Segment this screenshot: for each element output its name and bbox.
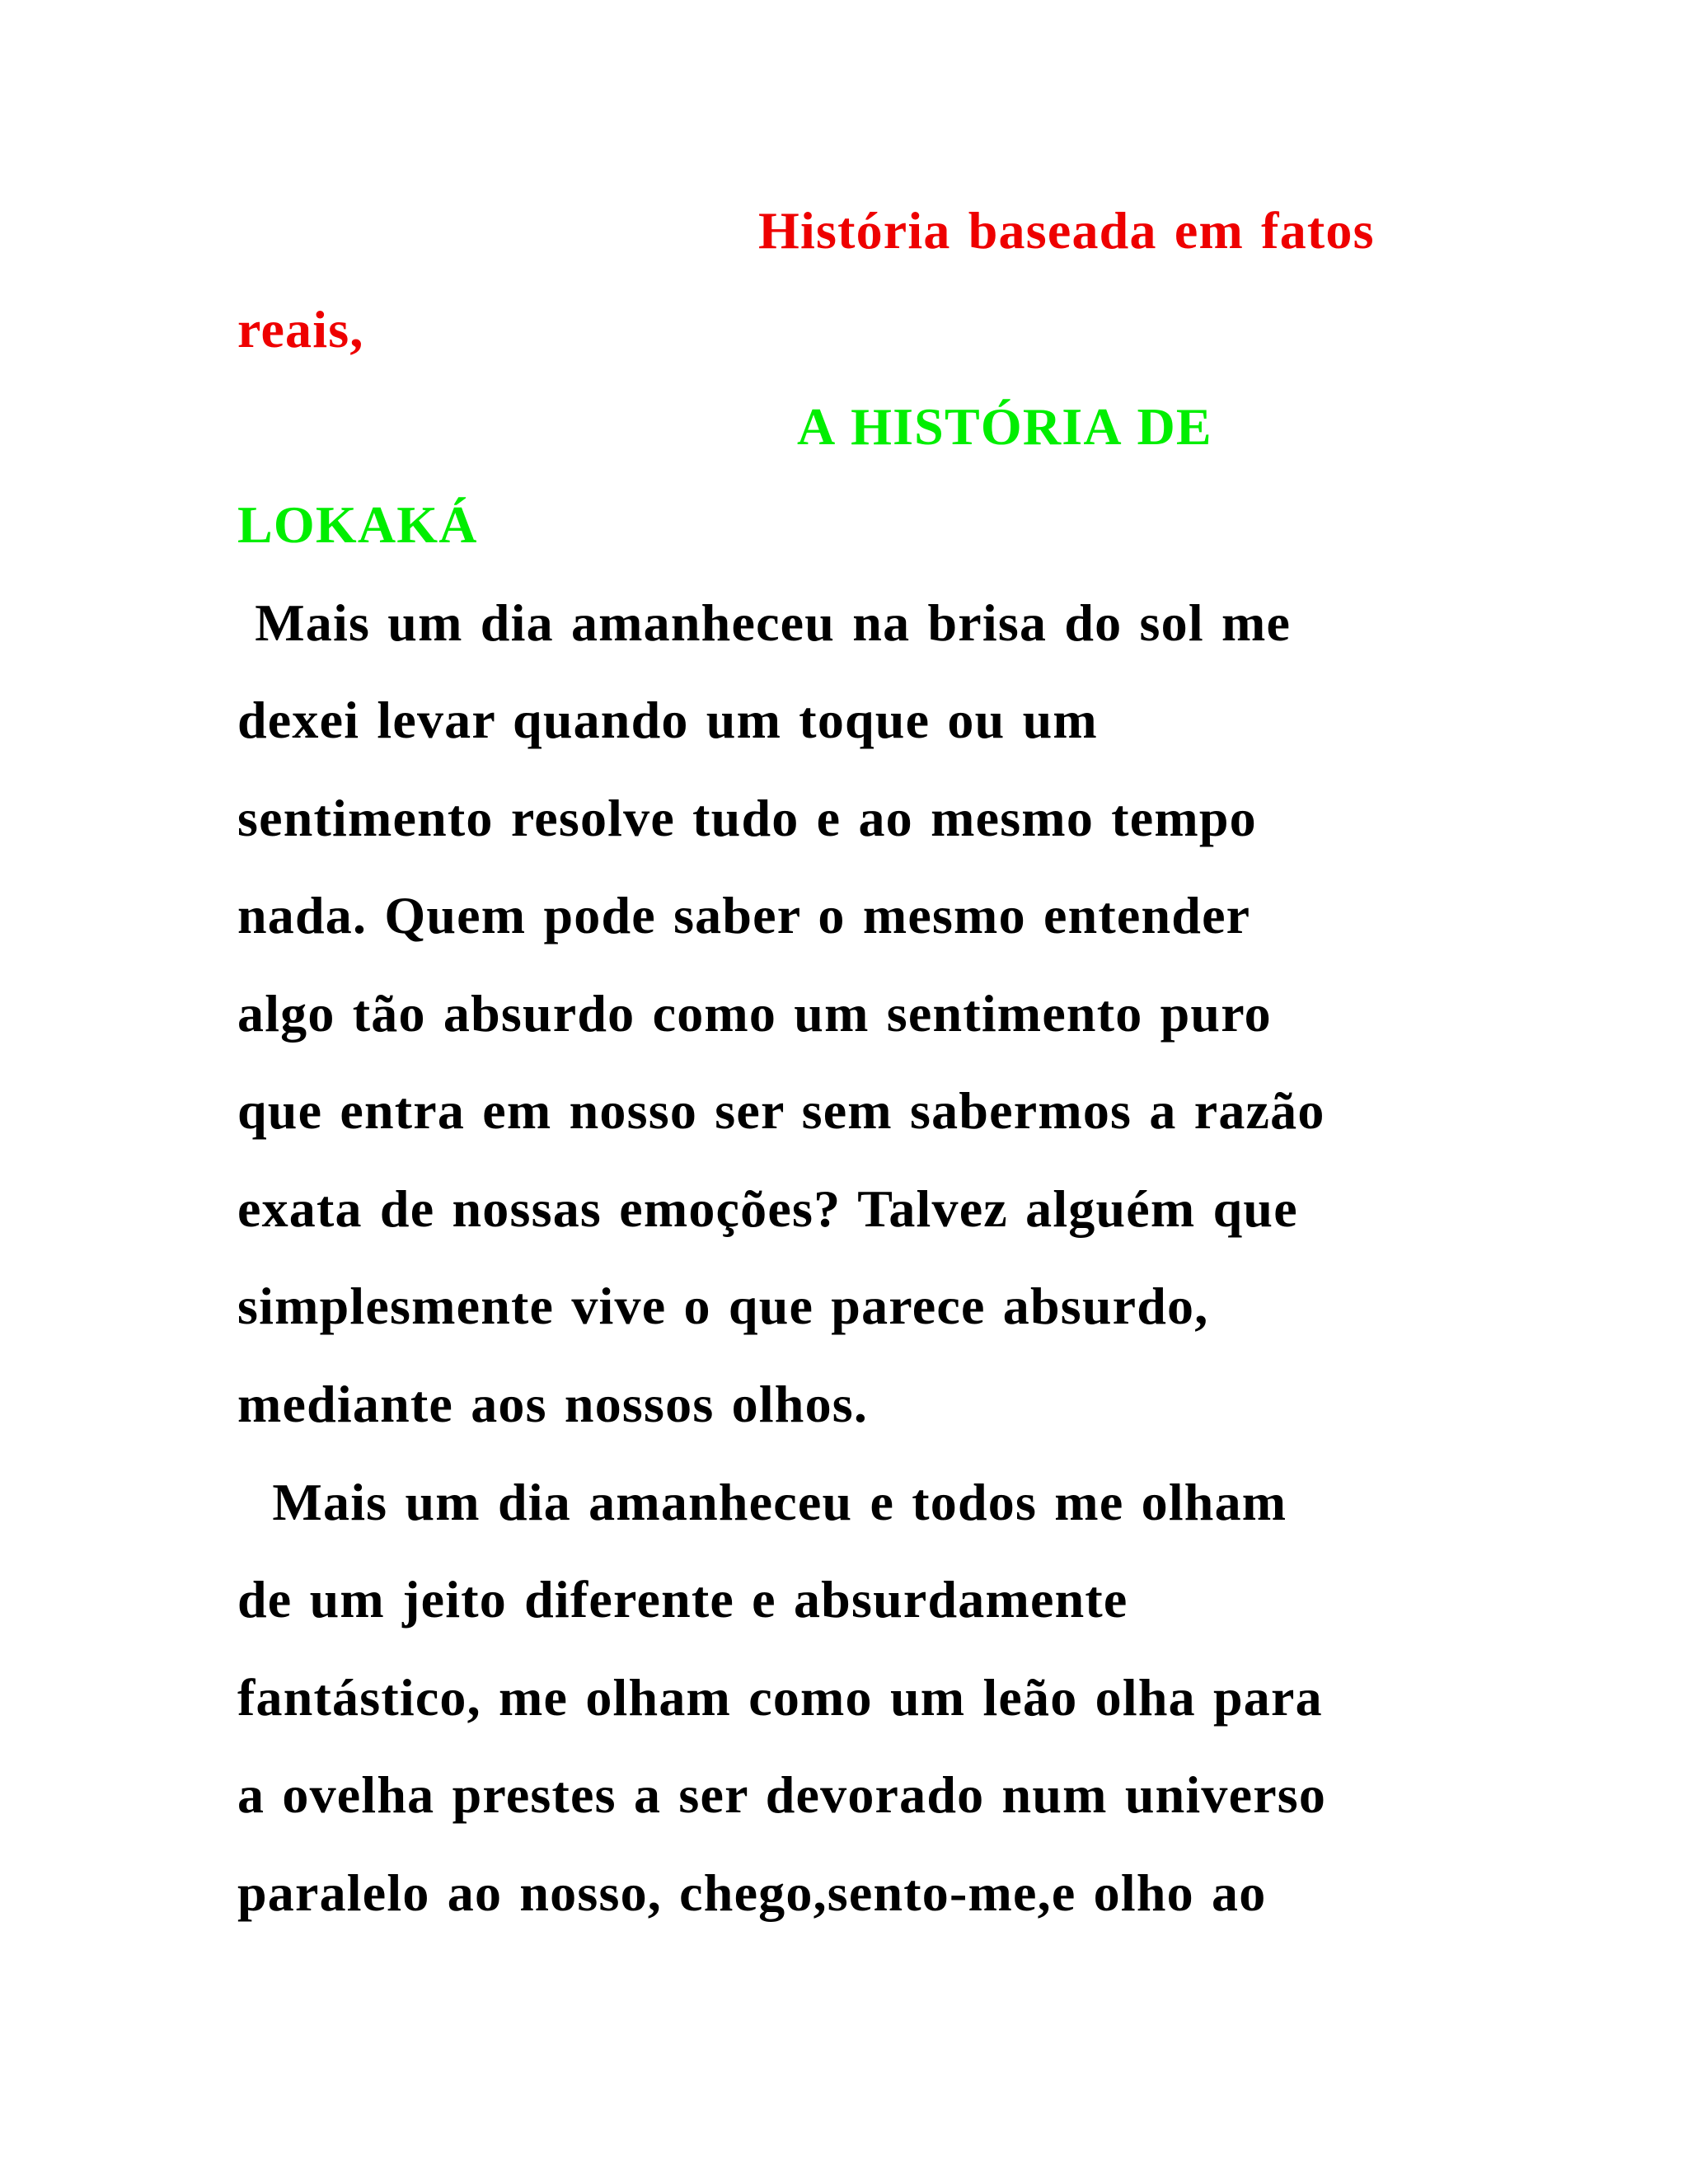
body-line: simplesmente vive o que parece absurdo, [237,1277,1209,1335]
body-line: nada. Quem pode saber o mesmo entender [237,886,1251,944]
body-line: mediante aos nossos olhos. [237,1375,869,1433]
body-line: a ovelha prestes a ser devorado num universo [237,1765,1327,1824]
body-line: fantástico, me olham como um leão olha para [237,1668,1323,1727]
body-line: de um jeito diferente e absurdamente [237,1570,1128,1629]
body-line: paralelo ao nosso, chego,sento-me,e olho ao [237,1863,1267,1922]
title-line-2: LOKAKÁ [237,495,478,554]
subtitle-line-2: reais, [237,300,364,359]
body-line: exata de nossas emoções? Talvez alguém que [237,1179,1298,1238]
body-line: Mais um dia amanheceu e todos me olham [237,1473,1287,1531]
body-line: dexei levar quando um toque ou um [237,691,1098,749]
title-line-1: A HISTÓRIA DE [797,397,1212,456]
body-line: algo tão absurdo como um sentimento puro [237,984,1272,1043]
body-line: que entra em nosso ser sem sabermos a razão [237,1081,1325,1140]
body-line: sentimento resolve tudo e ao mesmo tempo [237,789,1257,847]
subtitle-line-1: História baseada em fatos [758,201,1375,260]
body-line: Mais um dia amanheceu na brisa do sol me [237,593,1292,652]
